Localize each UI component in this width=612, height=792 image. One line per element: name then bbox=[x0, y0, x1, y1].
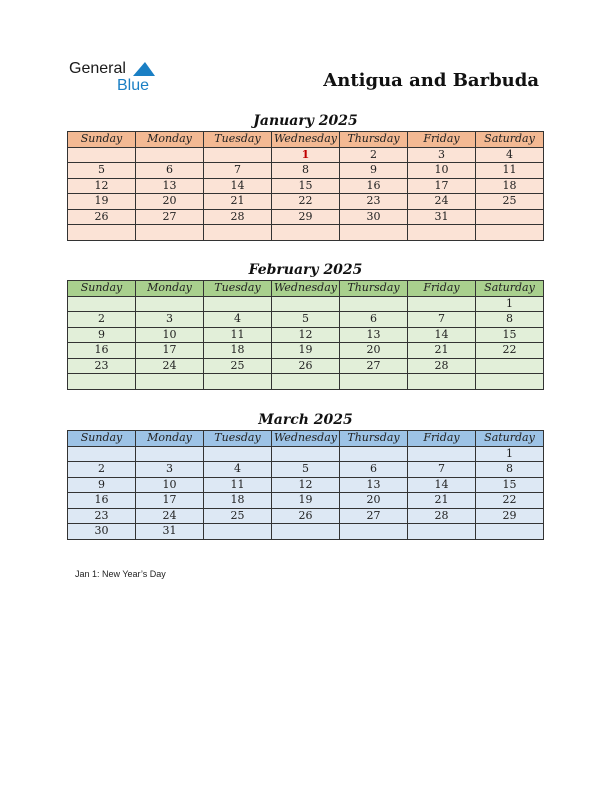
weekday-header: Saturday bbox=[476, 431, 544, 447]
day-cell: 21 bbox=[408, 493, 476, 509]
week-row bbox=[68, 194, 544, 210]
day-cell bbox=[340, 374, 408, 390]
day-cell bbox=[408, 296, 476, 312]
day-cell: 22 bbox=[476, 343, 544, 359]
week-row bbox=[68, 312, 544, 328]
weekday-header: Thursday bbox=[340, 132, 408, 148]
weekday-header: Saturday bbox=[476, 132, 544, 148]
day-cell bbox=[272, 374, 340, 390]
day-cell: 28 bbox=[408, 508, 476, 524]
day-cell bbox=[68, 147, 136, 163]
day-cell: 6 bbox=[136, 163, 204, 179]
day-cell bbox=[204, 446, 272, 462]
day-cell: 11 bbox=[204, 327, 272, 343]
day-cell: 18 bbox=[204, 343, 272, 359]
day-cell: 2 bbox=[68, 462, 136, 478]
day-cell: 27 bbox=[136, 209, 204, 225]
weekday-header: Friday bbox=[408, 132, 476, 148]
day-cell: 28 bbox=[408, 358, 476, 374]
day-cell: 16 bbox=[340, 178, 408, 194]
week-row bbox=[68, 446, 544, 462]
day-cell: 19 bbox=[68, 194, 136, 210]
day-cell: 14 bbox=[408, 477, 476, 493]
day-cell: 24 bbox=[136, 358, 204, 374]
holiday-note: Jan 1: New Year’s Day bbox=[75, 569, 166, 579]
day-cell bbox=[476, 209, 544, 225]
week-row bbox=[68, 343, 544, 359]
day-cell: 15 bbox=[476, 327, 544, 343]
weekday-header: Monday bbox=[136, 132, 204, 148]
day-cell: 8 bbox=[476, 462, 544, 478]
month-february bbox=[67, 261, 544, 390]
day-cell bbox=[340, 225, 408, 241]
week-row bbox=[68, 147, 544, 163]
day-cell: 8 bbox=[272, 163, 340, 179]
day-cell: 9 bbox=[68, 477, 136, 493]
weekday-header: Wednesday bbox=[272, 431, 340, 447]
day-cell: 6 bbox=[340, 312, 408, 328]
day-cell: 17 bbox=[136, 343, 204, 359]
day-cell: 10 bbox=[136, 327, 204, 343]
day-cell: 8 bbox=[476, 312, 544, 328]
day-cell: 5 bbox=[272, 462, 340, 478]
day-cell bbox=[136, 296, 204, 312]
weekday-header: Monday bbox=[136, 431, 204, 447]
month-march bbox=[67, 411, 544, 540]
day-cell: 12 bbox=[272, 327, 340, 343]
day-cell: 20 bbox=[340, 493, 408, 509]
week-row bbox=[68, 358, 544, 374]
weekday-header: Wednesday bbox=[272, 281, 340, 297]
day-cell: 13 bbox=[340, 477, 408, 493]
week-row bbox=[68, 493, 544, 509]
day-cell: 30 bbox=[68, 524, 136, 540]
generalblue-logo bbox=[69, 60, 159, 96]
day-cell: 17 bbox=[408, 178, 476, 194]
day-cell: 21 bbox=[204, 194, 272, 210]
logo-text-blue: Blue bbox=[117, 77, 150, 94]
weekday-header: Tuesday bbox=[204, 281, 272, 297]
day-cell: 19 bbox=[272, 343, 340, 359]
day-cell: 15 bbox=[476, 477, 544, 493]
month-title: February 2025 bbox=[248, 262, 363, 278]
day-cell: 9 bbox=[68, 327, 136, 343]
day-cell: 4 bbox=[476, 147, 544, 163]
day-cell: 13 bbox=[340, 327, 408, 343]
day-cell bbox=[204, 147, 272, 163]
day-cell bbox=[136, 446, 204, 462]
day-cell bbox=[204, 225, 272, 241]
day-cell: 18 bbox=[204, 493, 272, 509]
day-cell: 7 bbox=[204, 163, 272, 179]
weekday-header: Tuesday bbox=[204, 431, 272, 447]
day-cell: 1 bbox=[476, 446, 544, 462]
day-cell: 31 bbox=[136, 524, 204, 540]
weekday-header: Saturday bbox=[476, 281, 544, 297]
day-cell: 18 bbox=[476, 178, 544, 194]
day-cell: 6 bbox=[340, 462, 408, 478]
day-cell bbox=[136, 225, 204, 241]
day-cell: 9 bbox=[340, 163, 408, 179]
day-cell bbox=[408, 524, 476, 540]
day-cell: 30 bbox=[340, 209, 408, 225]
week-row bbox=[68, 508, 544, 524]
day-cell: 2 bbox=[68, 312, 136, 328]
day-cell: 7 bbox=[408, 462, 476, 478]
day-cell bbox=[68, 446, 136, 462]
day-cell: 23 bbox=[68, 508, 136, 524]
holiday-notes bbox=[75, 569, 166, 579]
day-cell: 3 bbox=[136, 462, 204, 478]
day-cell bbox=[136, 374, 204, 390]
day-cell bbox=[68, 374, 136, 390]
logo-triangle-icon bbox=[133, 62, 155, 76]
calendar-table bbox=[67, 430, 544, 540]
day-cell bbox=[340, 524, 408, 540]
month-january bbox=[67, 112, 544, 241]
day-cell bbox=[272, 225, 340, 241]
day-cell: 25 bbox=[204, 358, 272, 374]
day-cell: 5 bbox=[68, 163, 136, 179]
calendar-table bbox=[67, 131, 544, 241]
weekday-header: Monday bbox=[136, 281, 204, 297]
day-cell bbox=[272, 446, 340, 462]
weekday-header: Sunday bbox=[68, 281, 136, 297]
day-cell: 3 bbox=[408, 147, 476, 163]
day-cell: 28 bbox=[204, 209, 272, 225]
day-cell: 10 bbox=[136, 477, 204, 493]
day-cell: 1 bbox=[476, 296, 544, 312]
weekday-header: Wednesday bbox=[272, 132, 340, 148]
day-cell bbox=[476, 524, 544, 540]
day-cell: 31 bbox=[408, 209, 476, 225]
day-cell: 22 bbox=[272, 194, 340, 210]
day-cell: 1 bbox=[272, 147, 340, 163]
weekday-header: Thursday bbox=[340, 281, 408, 297]
day-cell: 21 bbox=[408, 343, 476, 359]
day-cell bbox=[408, 446, 476, 462]
week-row bbox=[68, 374, 544, 390]
day-cell: 17 bbox=[136, 493, 204, 509]
day-cell: 7 bbox=[408, 312, 476, 328]
calendar-table bbox=[67, 280, 544, 390]
day-cell: 4 bbox=[204, 312, 272, 328]
day-cell: 5 bbox=[272, 312, 340, 328]
week-row bbox=[68, 327, 544, 343]
week-row bbox=[68, 225, 544, 241]
day-cell: 4 bbox=[204, 462, 272, 478]
day-cell bbox=[204, 296, 272, 312]
day-cell: 27 bbox=[340, 358, 408, 374]
week-row bbox=[68, 163, 544, 179]
day-cell: 16 bbox=[68, 493, 136, 509]
day-cell: 23 bbox=[68, 358, 136, 374]
day-cell: 3 bbox=[136, 312, 204, 328]
day-cell: 13 bbox=[136, 178, 204, 194]
day-cell bbox=[68, 225, 136, 241]
day-cell: 23 bbox=[340, 194, 408, 210]
day-cell bbox=[476, 374, 544, 390]
day-cell: 24 bbox=[136, 508, 204, 524]
weekday-header: Friday bbox=[408, 431, 476, 447]
logo-text-general: General bbox=[69, 60, 126, 77]
weekday-header: Sunday bbox=[68, 132, 136, 148]
weekday-header: Tuesday bbox=[204, 132, 272, 148]
day-cell bbox=[340, 446, 408, 462]
day-cell bbox=[476, 358, 544, 374]
weekday-header: Thursday bbox=[340, 431, 408, 447]
week-row bbox=[68, 462, 544, 478]
day-cell bbox=[408, 225, 476, 241]
weekday-header: Friday bbox=[408, 281, 476, 297]
day-cell: 26 bbox=[272, 358, 340, 374]
day-cell bbox=[204, 524, 272, 540]
week-row bbox=[68, 178, 544, 194]
day-cell: 22 bbox=[476, 493, 544, 509]
day-cell: 15 bbox=[272, 178, 340, 194]
day-cell: 16 bbox=[68, 343, 136, 359]
day-cell: 26 bbox=[68, 209, 136, 225]
day-cell bbox=[272, 524, 340, 540]
day-cell: 12 bbox=[272, 477, 340, 493]
month-title: March 2025 bbox=[258, 412, 353, 428]
day-cell: 29 bbox=[272, 209, 340, 225]
day-cell: 20 bbox=[136, 194, 204, 210]
week-row bbox=[68, 477, 544, 493]
day-cell bbox=[272, 296, 340, 312]
week-row bbox=[68, 296, 544, 312]
day-cell: 24 bbox=[408, 194, 476, 210]
day-cell bbox=[408, 374, 476, 390]
day-cell bbox=[136, 147, 204, 163]
day-cell: 26 bbox=[272, 508, 340, 524]
day-cell: 10 bbox=[408, 163, 476, 179]
day-cell: 14 bbox=[408, 327, 476, 343]
day-cell bbox=[204, 374, 272, 390]
weekday-header: Sunday bbox=[68, 431, 136, 447]
day-cell: 29 bbox=[476, 508, 544, 524]
country-title: Antigua and Barbuda bbox=[323, 70, 539, 91]
day-cell: 2 bbox=[340, 147, 408, 163]
week-row bbox=[68, 524, 544, 540]
day-cell: 11 bbox=[476, 163, 544, 179]
day-cell: 19 bbox=[272, 493, 340, 509]
day-cell bbox=[476, 225, 544, 241]
week-row bbox=[68, 209, 544, 225]
day-cell bbox=[68, 296, 136, 312]
day-cell: 27 bbox=[340, 508, 408, 524]
day-cell: 11 bbox=[204, 477, 272, 493]
day-cell: 25 bbox=[204, 508, 272, 524]
day-cell: 25 bbox=[476, 194, 544, 210]
day-cell: 14 bbox=[204, 178, 272, 194]
day-cell bbox=[340, 296, 408, 312]
day-cell: 12 bbox=[68, 178, 136, 194]
day-cell: 20 bbox=[340, 343, 408, 359]
month-title: January 2025 bbox=[253, 113, 358, 129]
